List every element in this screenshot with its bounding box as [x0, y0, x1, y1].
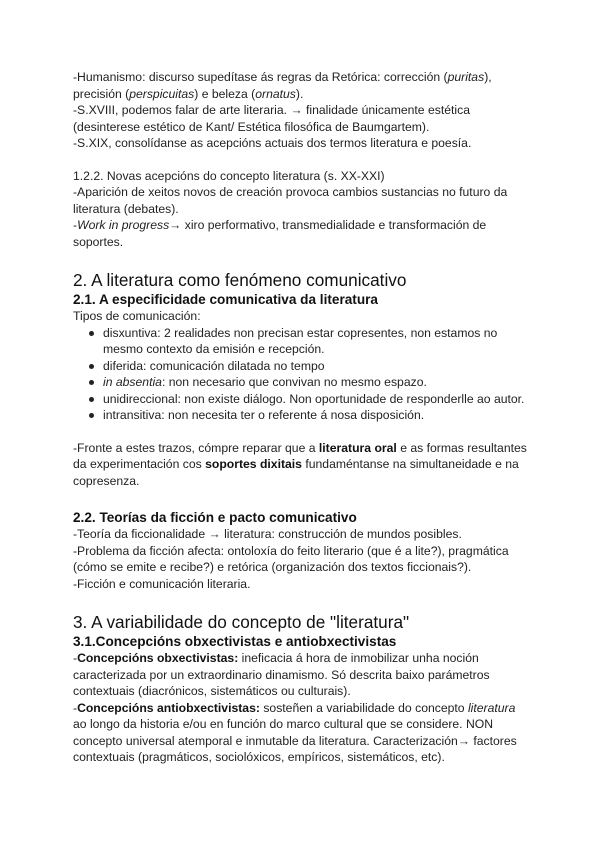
list-item: disxuntiva: 2 realidades non precisan estar copresentes, non estamos no mesmo contexto da emisión e recepción. — [73, 325, 543, 358]
paragraph-history — [73, 69, 543, 152]
text-line: -S.XVIII, podemos falar de arte literaria. → finalidade únicamente estética — [73, 103, 470, 117]
text-line: -S.XIX, consolídanse as acepcións actuais dos termos literatura e poesía. — [73, 136, 472, 150]
text-line: -Concepcións obxectivistas: ineficacia á hora de inmobilizar unha noción — [73, 651, 479, 665]
subsection-heading-3-1: 3.1.Concepcións obxectivistas e antiobxectivistas — [73, 634, 397, 649]
list-item: diferida: comunicación dilatada no tempo — [73, 358, 543, 375]
text-line: -Humanismo: discurso supedítase ás regras da Retórica: corrección (puritas), — [73, 70, 492, 84]
paragraph-oral — [73, 440, 543, 490]
text-line: soportes. — [73, 234, 124, 249]
subsection-heading-2-2: 2.2. Teorías da ficción e pacto comunicativo — [73, 510, 357, 525]
text-line: -Fronte a estes trazos, cómpre reparar que a literatura oral e as formas resultantes — [73, 440, 527, 455]
text-line: (cómo se emite e recibe?) e retórica (organización dos textos ficcionais?). — [73, 560, 472, 574]
text-line: -Ficción e comunicación literaria. — [73, 576, 251, 591]
text-line: -Problema da ficción afecta: ontoloxía do feito literario (que é a lite?), pragmática — [73, 543, 509, 558]
communication-types-list — [73, 325, 543, 424]
text-line: literatura (debates). — [73, 201, 179, 216]
subsection-title: 1.2.2. Novas acepcións do concepto literatura (s. XX-XXI) — [73, 168, 385, 183]
paragraph-objectivist — [73, 650, 543, 700]
text-line: da experimentación cos soportes dixitais fundaméntanse na simultaneidade e na — [73, 457, 519, 471]
list-item: intransitiva: non necesita ter o referente á nosa disposición. — [73, 407, 543, 424]
list-item: unidireccional: non existe diálogo. Non oportunidade de responderlle ao autor. — [73, 391, 543, 408]
text-line: contextuais (pragmáticos, sociolóxicos, empíricos, sistemáticos, etc). — [73, 750, 445, 764]
text-line: -Aparición de xeitos novos de creación provoca cambios sustancias no futuro da — [73, 185, 508, 199]
text-line: concepto universal atemporal e inmutable da literatura. Caracterización→ factores — [73, 733, 517, 748]
list-intro: Tipos de comunicación: — [73, 309, 201, 323]
text-line: caracterizada por un extraordinario dinamismo. Só descrita baixo parámetros — [73, 667, 490, 682]
paragraph-new-meanings — [73, 168, 543, 251]
text-line: precisión (perspicuitas) e beleza (ornatus). — [73, 86, 304, 101]
text-line: -Teoría da ficcionalidade → literatura: construcción de mundos posibles. — [73, 527, 462, 541]
text-line: -Concepcións antiobxectivistas: sosteñen a variabilidade do concepto literatura — [73, 700, 516, 715]
text-line: ao longo da historia e/ou en función do marco cultural que se considere. NON — [73, 717, 494, 731]
document-content — [73, 69, 543, 766]
text-line: (desinterese estético de Kant/ Estética filosófica de Baumgartem). — [73, 119, 430, 134]
subsection-heading-2-1: 2.1. A especificidade comunicativa da literatura — [73, 292, 378, 307]
paragraph-antiobjectivist — [73, 700, 543, 766]
section-heading-2: 2. A literatura como fenómeno comunicativo — [73, 270, 407, 290]
paragraph-fiction — [73, 526, 543, 592]
list-item: in absentia: non necesario que convivan no mesmo espazo. — [73, 374, 543, 391]
text-line: contextuais (diacrónicos, sistemáticos ou culturais). — [73, 684, 351, 698]
section-heading-3: 3. A variabilidade do concepto de "literatura" — [73, 612, 410, 632]
text-line: copresenza. — [73, 473, 140, 488]
text-line: -Work in progress→ xiro performativo, transmedialidade e transformación de — [73, 218, 487, 232]
